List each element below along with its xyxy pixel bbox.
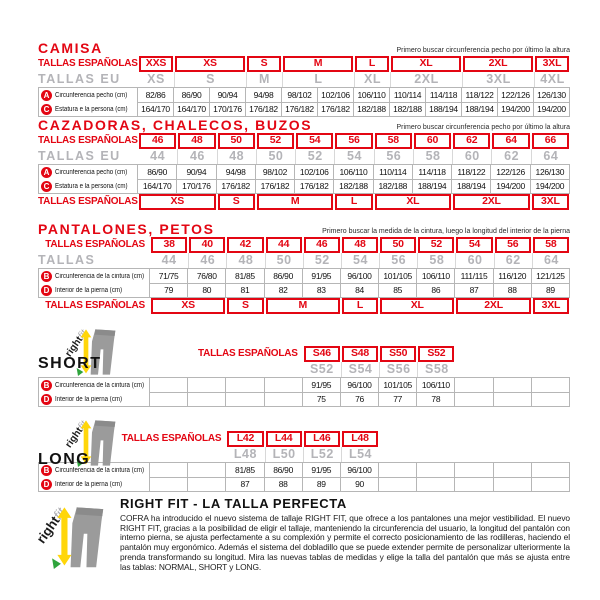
es-size-cell: 52 <box>418 237 454 253</box>
value-cell: 91/95 <box>303 462 341 478</box>
filler <box>379 431 570 447</box>
value-cell: 188/194 <box>462 102 498 117</box>
value-cell: 176/182 <box>295 179 334 194</box>
section-camisa <box>38 40 570 117</box>
measure-label <box>38 87 138 103</box>
es-size-cell: S50 <box>380 346 416 362</box>
cazadoras-row <box>38 194 570 210</box>
es-size-cell: 54 <box>296 133 333 149</box>
es-size-cell: L <box>342 298 378 314</box>
letter-D-badge: D <box>41 479 52 490</box>
letter-C-badge: C <box>41 181 52 192</box>
es-size-cell: 2XL <box>463 56 533 72</box>
value-cell: 77 <box>379 392 417 407</box>
value-cell: 94/98 <box>217 164 256 180</box>
value-cell: 118/122 <box>452 164 491 180</box>
value-cell <box>494 477 532 492</box>
es-size-cell: 58 <box>375 133 412 149</box>
es-size-cell: 66 <box>532 133 569 149</box>
letter-A-badge: A <box>41 90 52 101</box>
value-cell <box>379 462 417 478</box>
measure-label-text: Interior de la pierna (cm) <box>55 480 123 488</box>
section-cazadoras <box>38 117 570 210</box>
value-cell <box>226 377 264 393</box>
value-cell: 188/194 <box>452 179 491 194</box>
value-cell <box>188 462 226 478</box>
value-cell: 76/80 <box>188 268 226 284</box>
measure-label <box>38 179 138 194</box>
eu-size-cell: 52 <box>295 149 334 164</box>
measure-label <box>38 268 150 284</box>
eu-size-cell: 4XL <box>534 72 570 87</box>
tallas-eu-label: TALLAS EU <box>38 149 121 163</box>
es-size-cell: S52 <box>418 346 454 362</box>
value-cell: 110/114 <box>390 87 426 103</box>
short-row <box>38 392 570 407</box>
eu-size-cell: 56 <box>379 253 417 268</box>
es-size-cell: M <box>257 194 334 210</box>
value-cell: 176/182 <box>246 102 282 117</box>
value-cell: 98/102 <box>256 164 295 180</box>
value-cell: 91/95 <box>303 268 341 284</box>
value-cell: 84 <box>341 283 379 298</box>
value-cell: 81/85 <box>226 462 264 478</box>
letter-B-badge: B <box>41 465 52 476</box>
value-cell: 176/182 <box>217 179 256 194</box>
value-cell: 111/115 <box>455 268 493 284</box>
es-size-cell: L42 <box>227 431 263 447</box>
eu-size-cell: 54 <box>334 149 373 164</box>
es-size-cell: 54 <box>456 237 492 253</box>
value-cell <box>455 477 493 492</box>
value-cell: 90 <box>341 477 379 492</box>
value-cell: 106/110 <box>417 268 455 284</box>
eu-size-cell: L48 <box>233 447 257 461</box>
es-size-cell: 50 <box>218 133 255 149</box>
es-size-cell: 60 <box>414 133 451 149</box>
section-rightfit-info <box>38 494 570 575</box>
eu-size-cell: 62 <box>491 149 530 164</box>
eu-size-cell: 44 <box>161 253 177 267</box>
value-cell: 85 <box>379 283 417 298</box>
value-cell: 101/105 <box>379 377 417 393</box>
camisa-row <box>38 102 570 117</box>
es-size-cell: 3XL <box>533 298 569 314</box>
section-pantalones <box>38 221 570 314</box>
value-cell: 114/118 <box>413 164 452 180</box>
value-cell: 86/90 <box>138 164 177 180</box>
value-cell <box>532 477 570 492</box>
value-cell: 126/130 <box>531 164 570 180</box>
es-size-cell: 58 <box>533 237 569 253</box>
eu-size-cell: L54 <box>341 447 379 462</box>
filler <box>379 447 570 462</box>
value-cell: 96/100 <box>341 268 379 284</box>
value-cell: 122/126 <box>491 164 530 180</box>
eu-size-cell: 60 <box>455 253 493 268</box>
value-cell: 106/110 <box>354 87 390 103</box>
value-cell: 86 <box>417 283 455 298</box>
es-size-cell: XL <box>380 298 454 314</box>
es-size-cell: 46 <box>304 237 340 253</box>
es-size-cell: 50 <box>380 237 416 253</box>
value-cell: 188/194 <box>413 179 452 194</box>
value-cell: 182/188 <box>374 179 413 194</box>
value-cell: 101/105 <box>379 268 417 284</box>
measure-label <box>38 477 150 492</box>
value-cell <box>188 392 226 407</box>
letter-B-badge: B <box>41 271 52 282</box>
measure-label-text: Interior de la pierna (cm) <box>55 395 123 403</box>
camisa-size-table <box>38 56 570 117</box>
value-cell <box>417 477 455 492</box>
pantalones-title: PANTALONES, PETOS <box>38 221 215 237</box>
value-cell <box>455 392 493 407</box>
eu-size-cell: 54 <box>341 253 379 268</box>
value-cell: 86/90 <box>265 462 303 478</box>
eu-size-cell: L50 <box>265 447 303 462</box>
value-cell: 182/188 <box>334 179 373 194</box>
value-cell: 89 <box>303 477 341 492</box>
letter-D-badge: D <box>41 285 52 296</box>
tallas-espanolas-label: TALLAS ESPAÑOLAS <box>38 196 138 207</box>
camisa-row <box>38 87 570 102</box>
value-cell: 88 <box>494 283 532 298</box>
pantalones-header <box>38 221 570 236</box>
es-size-cell: 56 <box>495 237 531 253</box>
value-cell: 121/125 <box>532 268 570 284</box>
eu-size-cell: 46 <box>177 149 216 164</box>
cazadoras-header <box>38 117 570 132</box>
value-cell <box>455 377 493 393</box>
value-cell: 164/170 <box>138 179 177 194</box>
measure-label-text: Estatura e la persona (cm) <box>55 182 128 190</box>
value-cell: 126/130 <box>534 87 570 103</box>
es-size-cell: 64 <box>492 133 529 149</box>
cazadoras-row <box>38 164 570 179</box>
measure-label-text: Circunferencia de la cintura (cm) <box>55 381 145 389</box>
es-size-cell: L <box>335 194 372 210</box>
measure-label <box>38 377 150 393</box>
cazadoras-title: CAZADORAS, CHALECOS, BUZOS <box>38 117 313 133</box>
eu-size-cell: S <box>174 72 246 87</box>
es-size-cell: 42 <box>227 237 263 253</box>
rightfit-body: COFRA ha introducido el nuevo sistema de tallaje RIGHT FIT, que ofrece a los pantalones una mejor vestibilidad. El nuevo RIGHT FIT, gracias a la posibilidad de eligir el tallaje, manteniendo la circunferencia del usuario, la longitud del pantalón con interno pierna, se ajusta perfectamente a su complexión y permite el correcto posicionamiento de las rodilleras, haciendo el pantalón muy ergonómico. Además el sistema del dobladillo que se puede extender permite de personalizar ulteriormente la prenda transformando su longitud. Mira las nuevas tablas de medidas y elige la talla del pantalón que más se ajusta entre las tablas: NORMAL, SHORT y LONG. <box>120 513 570 572</box>
tallas-eu-label: TALLAS <box>38 253 96 267</box>
eu-size-cell: L52 <box>303 447 341 462</box>
cazadoras-note: Primero buscar circunferencia pecho por último la altura <box>396 124 570 131</box>
value-cell: 182/188 <box>390 102 426 117</box>
measure-label-text: Circunferencia de la cintura (cm) <box>55 272 145 280</box>
es-size-cell: L <box>355 56 389 72</box>
value-cell: 102/106 <box>295 164 334 180</box>
es-size-cell: S <box>227 298 263 314</box>
value-cell <box>379 477 417 492</box>
es-size-cell: 48 <box>342 237 378 253</box>
value-cell <box>150 377 188 393</box>
es-size-cell: XS <box>139 194 216 210</box>
eu-size-cell: 46 <box>188 253 226 268</box>
pantalones-row <box>38 298 570 314</box>
pantalones-row <box>38 253 570 268</box>
value-cell: 90/94 <box>210 87 246 103</box>
measure-label-text: Estatura e la persona (cm) <box>55 105 128 113</box>
value-cell: 82 <box>265 283 303 298</box>
value-cell: 116/120 <box>494 268 532 284</box>
measure-label-text: Interior de la pierna (cm) <box>55 286 123 294</box>
eu-size-cell: S58 <box>417 362 455 377</box>
eu-size-cell: XL <box>354 72 390 87</box>
es-size-cell: S48 <box>342 346 378 362</box>
measure-label <box>38 102 138 117</box>
rightfit-pants-arrow-icon <box>38 494 112 570</box>
letter-B-badge: B <box>41 380 52 391</box>
value-cell: 176/182 <box>256 179 295 194</box>
short-title: SHORT <box>38 355 102 372</box>
value-cell: 81/85 <box>226 268 264 284</box>
cazadoras-row <box>38 133 570 149</box>
long-title: LONG <box>38 451 91 468</box>
cazadoras-row <box>38 179 570 194</box>
es-size-cell: XL <box>391 56 461 72</box>
eu-size-cell: 56 <box>374 149 413 164</box>
value-cell <box>532 392 570 407</box>
eu-size-cell: S54 <box>341 362 379 377</box>
value-cell: 182/188 <box>354 102 390 117</box>
es-size-cell: S <box>218 194 255 210</box>
value-cell <box>532 377 570 393</box>
value-cell: 86/90 <box>265 268 303 284</box>
value-cell: 176/182 <box>282 102 318 117</box>
rightfit-logo-large-icon <box>38 494 112 575</box>
tallas-espanolas-label: TALLAS ESPAÑOLAS <box>197 348 298 359</box>
value-cell: 194/200 <box>491 179 530 194</box>
es-size-cell: L46 <box>304 431 340 447</box>
value-cell: 164/170 <box>174 102 210 117</box>
eu-size-cell: S56 <box>379 362 417 377</box>
value-cell: 114/118 <box>426 87 462 103</box>
eu-size-cell: 60 <box>452 149 491 164</box>
eu-size-cell: 62 <box>494 253 532 268</box>
value-cell: 76 <box>341 392 379 407</box>
eu-size-cell: L <box>282 72 354 87</box>
camisa-row <box>38 56 570 72</box>
value-cell: 89 <box>532 283 570 298</box>
value-cell: 80 <box>188 283 226 298</box>
cazadoras-row <box>38 149 570 164</box>
value-cell <box>188 377 226 393</box>
value-cell: 79 <box>150 283 188 298</box>
measure-label <box>38 164 138 180</box>
value-cell <box>494 462 532 478</box>
es-size-cell: 3XL <box>532 194 569 210</box>
value-cell: 87 <box>226 477 264 492</box>
es-size-cell: L48 <box>342 431 378 447</box>
value-cell: 78 <box>417 392 455 407</box>
filler <box>455 346 570 362</box>
es-size-cell: XXS <box>139 56 173 72</box>
es-size-cell: 56 <box>335 133 372 149</box>
measure-label-text: Circunferencia pecho (cm) <box>55 91 128 99</box>
eu-size-cell: 50 <box>265 253 303 268</box>
es-size-cell: 52 <box>257 133 294 149</box>
camisa-note: Primero buscar circunferencia pecho por último la altura <box>396 47 570 54</box>
measure-label <box>38 392 150 407</box>
value-cell: 90/94 <box>177 164 216 180</box>
value-cell <box>494 377 532 393</box>
es-size-cell: 2XL <box>456 298 530 314</box>
measure-label-text: Circunferencia de la cintura (cm) <box>55 466 145 474</box>
camisa-title: CAMISA <box>38 40 103 56</box>
es-size-cell: 3XL <box>535 56 569 72</box>
value-cell: 194/200 <box>531 179 570 194</box>
value-cell: 106/110 <box>334 164 373 180</box>
eu-size-cell: XS <box>147 72 165 86</box>
value-cell: 91/95 <box>303 377 341 393</box>
eu-size-cell: 50 <box>256 149 295 164</box>
value-cell <box>150 477 188 492</box>
measure-label-text: Circunferencia pecho (cm) <box>55 168 128 176</box>
eu-size-cell: 64 <box>531 149 570 164</box>
pantalones-size-table <box>38 237 570 314</box>
tallas-espanolas-label: TALLAS ESPAÑOLAS <box>45 239 145 250</box>
value-cell: 188/194 <box>426 102 462 117</box>
section-long <box>38 419 570 492</box>
es-size-cell: 46 <box>139 133 176 149</box>
camisa-header <box>38 40 570 55</box>
tallas-eu-label: TALLAS EU <box>38 72 121 86</box>
rightfit-heading: RIGHT FIT - LA TALLA PERFECTA <box>120 496 347 511</box>
letter-C-badge: C <box>41 104 52 115</box>
es-size-cell: 40 <box>189 237 225 253</box>
value-cell: 88 <box>265 477 303 492</box>
eu-size-cell: 58 <box>413 149 452 164</box>
es-size-cell: S <box>247 56 281 72</box>
value-cell: 96/100 <box>341 377 379 393</box>
eu-size-cell: 52 <box>303 253 341 268</box>
value-cell <box>455 462 493 478</box>
value-cell: 176/182 <box>318 102 354 117</box>
value-cell <box>494 392 532 407</box>
long-row <box>38 477 570 492</box>
section-short <box>38 328 570 407</box>
value-cell: 96/100 <box>341 462 379 478</box>
eu-size-cell: 2XL <box>390 72 462 87</box>
value-cell <box>417 462 455 478</box>
eu-size-cell: S52 <box>309 362 334 376</box>
pantalones-row <box>38 237 570 253</box>
value-cell <box>532 462 570 478</box>
es-size-cell: 38 <box>151 237 187 253</box>
value-cell: 164/170 <box>138 102 174 117</box>
value-cell: 194/200 <box>534 102 570 117</box>
value-cell: 170/176 <box>177 179 216 194</box>
eu-size-cell: 58 <box>417 253 455 268</box>
eu-size-cell: 64 <box>532 253 570 268</box>
value-cell: 102/106 <box>318 87 354 103</box>
es-size-cell: 48 <box>178 133 215 149</box>
value-cell: 118/122 <box>462 87 498 103</box>
eu-size-cell: M <box>246 72 282 87</box>
es-size-cell: L44 <box>266 431 302 447</box>
es-size-cell: S46 <box>304 346 340 362</box>
es-size-cell: 62 <box>453 133 490 149</box>
eu-size-cell: 48 <box>217 149 256 164</box>
letter-A-badge: A <box>41 167 52 178</box>
value-cell: 83 <box>303 283 341 298</box>
es-size-cell: XS <box>151 298 225 314</box>
value-cell: 86/90 <box>174 87 210 103</box>
es-size-cell: 44 <box>266 237 302 253</box>
value-cell <box>150 462 188 478</box>
value-cell: 106/110 <box>417 377 455 393</box>
value-cell <box>188 477 226 492</box>
value-cell: 71/75 <box>150 268 188 284</box>
value-cell: 81 <box>226 283 264 298</box>
tallas-espanolas-label: TALLAS ESPAÑOLAS <box>38 135 138 146</box>
es-size-cell: 2XL <box>453 194 530 210</box>
value-cell: 94/98 <box>246 87 282 103</box>
tallas-espanolas-label: TALLAS ESPAÑOLAS <box>45 300 145 311</box>
value-cell: 87 <box>455 283 493 298</box>
pantalones-note: Primero buscar la medida de la cintura, luego la longitud del interior de la pierna <box>322 228 570 235</box>
value-cell: 170/176 <box>210 102 246 117</box>
measure-label <box>38 283 150 298</box>
letter-D-badge: D <box>41 394 52 405</box>
es-size-cell: XL <box>375 194 452 210</box>
value-cell <box>265 392 303 407</box>
camisa-row <box>38 72 570 87</box>
es-size-cell: M <box>283 56 353 72</box>
tallas-espanolas-label: TALLAS ESPAÑOLAS <box>38 58 138 69</box>
tallas-espanolas-label: TALLAS ESPAÑOLAS <box>121 433 222 444</box>
value-cell <box>265 377 303 393</box>
value-cell: 75 <box>303 392 341 407</box>
value-cell: 98/102 <box>282 87 318 103</box>
value-cell: 122/126 <box>498 87 534 103</box>
eu-size-cell: 48 <box>226 253 264 268</box>
value-cell: 82/86 <box>138 87 174 103</box>
es-size-cell: M <box>266 298 340 314</box>
value-cell <box>150 392 188 407</box>
value-cell: 110/114 <box>374 164 413 180</box>
pantalones-row <box>38 283 570 298</box>
value-cell <box>226 392 264 407</box>
pantalones-row <box>38 268 570 283</box>
eu-size-cell: 44 <box>150 149 166 163</box>
short-row <box>38 377 570 392</box>
filler <box>455 362 570 377</box>
eu-size-cell: 3XL <box>462 72 534 87</box>
rightfit-text-block <box>120 494 570 575</box>
es-size-cell: XS <box>175 56 245 72</box>
cazadoras-size-table <box>38 133 570 210</box>
value-cell: 194/200 <box>498 102 534 117</box>
